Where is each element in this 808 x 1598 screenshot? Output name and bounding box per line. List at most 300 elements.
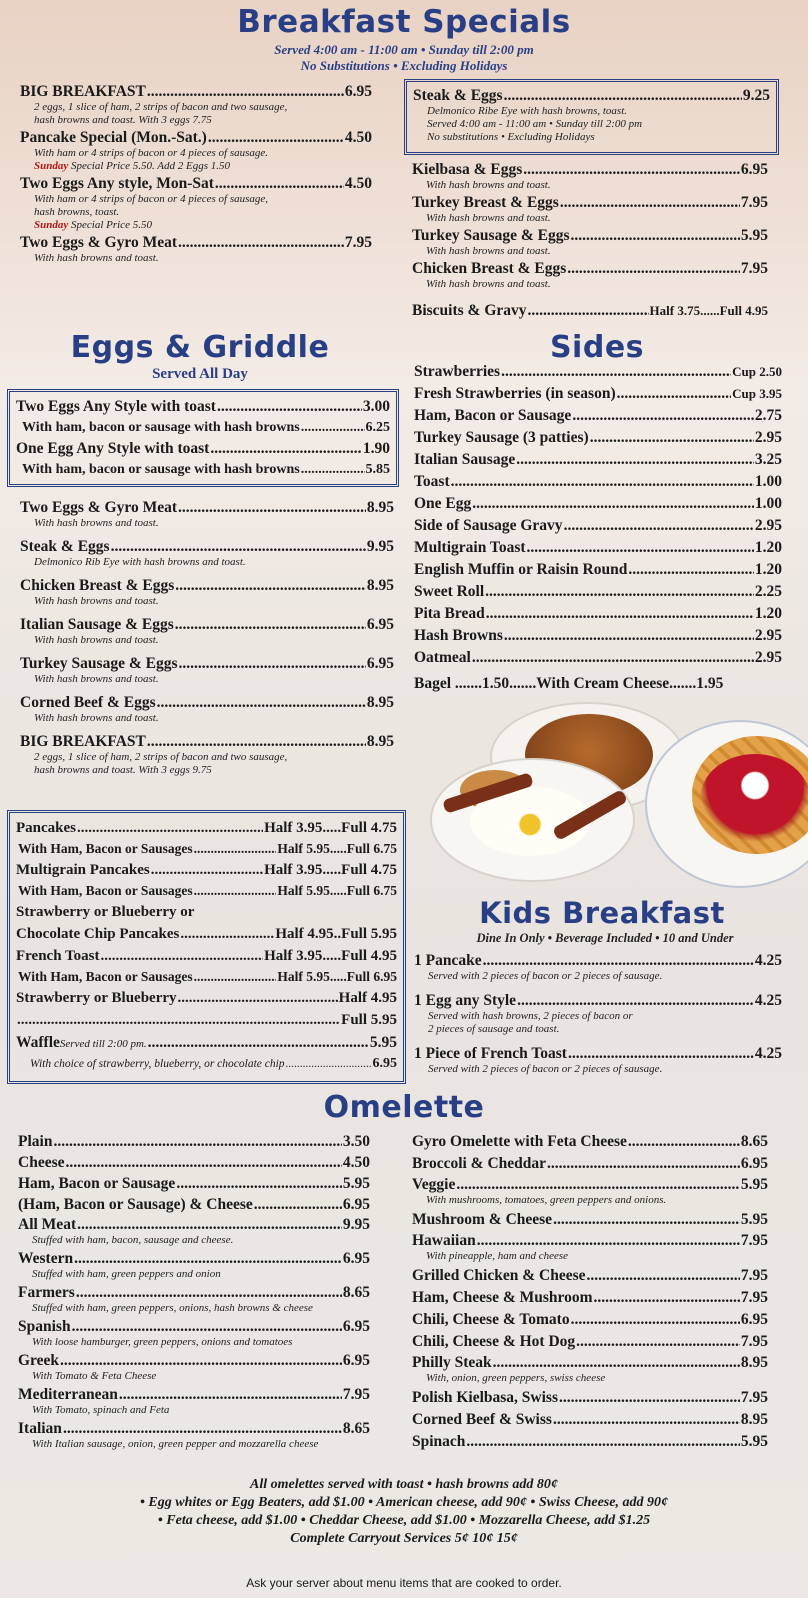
- item-row: [20, 498, 394, 517]
- omelette-right-column: [412, 1131, 768, 1453]
- item-row: [18, 1173, 370, 1194]
- menu-item: [16, 839, 397, 859]
- item-price: 1.00: [754, 473, 782, 490]
- item-description: With hash browns and toast.: [34, 517, 159, 529]
- leader-dots: [553, 1409, 740, 1431]
- item-row: [16, 417, 390, 438]
- steak-eggs-special-box: [404, 79, 779, 155]
- item-name: Polish Kielbasa, Swiss: [412, 1389, 558, 1406]
- item-name: Steak & Eggs: [20, 538, 110, 555]
- sunday-label: Sunday: [34, 219, 69, 231]
- menu-item: [20, 128, 372, 173]
- item-description: Served with 2 pieces of bacon or 2 pieces of sausage.: [428, 1063, 663, 1075]
- item-name: Waffle: [16, 1034, 60, 1051]
- item-name: Hash Browns: [414, 627, 503, 644]
- item-price: Full 5.95: [341, 1012, 397, 1028]
- item-row: [18, 1351, 370, 1370]
- menu-item: [16, 945, 397, 967]
- item-name: Toast: [414, 473, 450, 490]
- item-description: With, onion, green peppers, swiss cheese: [426, 1372, 606, 1384]
- breakfast-specials-title: Breakfast Specials: [237, 4, 571, 40]
- item-row: [414, 603, 782, 625]
- item-price: 1.00: [754, 495, 782, 512]
- item-row: [412, 1331, 768, 1353]
- item-price: 2.95: [754, 627, 782, 644]
- item-price: 7.95: [740, 260, 768, 277]
- eggs-griddle-title: Eggs & Griddle: [70, 330, 330, 365]
- item-row: [412, 1131, 768, 1153]
- sunday-text: Special Price 5.50. Add 2 Eggs 1.50: [68, 160, 230, 172]
- leader-dots: [194, 967, 277, 987]
- item-description: With Tomato, spinach and Feta: [32, 1404, 170, 1416]
- menu-item: [18, 1173, 370, 1194]
- leader-dots: [504, 625, 754, 647]
- item-price: 2.25: [754, 583, 782, 600]
- item-description: With hash browns and toast.: [34, 634, 159, 646]
- item-description: With Italian sausage, onion, green pepper and mozzarella cheese: [32, 1438, 319, 1450]
- leader-dots: [301, 417, 365, 438]
- item-name: Chili, Cheese & Hot Dog: [412, 1333, 576, 1350]
- omelette-footer-line: Complete Carryout Services 5¢ 10¢ 15¢: [290, 1531, 518, 1546]
- item-price: 7.95: [342, 1386, 370, 1403]
- menu-item: [412, 1309, 768, 1331]
- item-name: Steak & Eggs: [413, 87, 503, 104]
- leader-dots: [570, 226, 739, 245]
- item-price: Half 5.95.....Full 6.75: [277, 841, 397, 856]
- item-price: 6.95: [740, 1311, 768, 1328]
- item-price: 4.25: [754, 1045, 782, 1062]
- item-row: [412, 1265, 768, 1287]
- leader-dots: [217, 396, 362, 417]
- item-description: With hash browns and toast.: [34, 252, 159, 264]
- item-name: Corned Beef & Swiss: [412, 1411, 552, 1428]
- leader-dots: [527, 537, 754, 559]
- item-description: 2 eggs, 1 slice of ham, 2 strips of bacon and two sausage,: [34, 101, 288, 113]
- item-description: With hash browns and toast.: [426, 245, 551, 257]
- item-row: [20, 615, 394, 634]
- leader-dots: [576, 1331, 740, 1353]
- item-description: With Tomato & Feta Cheese: [32, 1370, 157, 1382]
- item-price: 3.25: [754, 451, 782, 468]
- item-name: With Ham, Bacon or Sausages: [18, 841, 193, 856]
- item-name: Multigrain Toast: [414, 539, 526, 556]
- item-row: [16, 967, 397, 987]
- menu-item: [414, 537, 782, 559]
- item-price: 6.95: [366, 655, 394, 672]
- sunday-label: Sunday: [34, 160, 69, 172]
- leader-dots: [215, 174, 344, 193]
- item-row: [16, 923, 397, 945]
- leader-dots: [60, 1351, 342, 1370]
- item-name: With ham, bacon or sausage with hash browns: [22, 462, 300, 477]
- leader-dots: [594, 1287, 740, 1309]
- item-name: Italian Sausage: [414, 451, 516, 468]
- menu-item: [414, 559, 782, 581]
- item-row: [16, 881, 397, 901]
- waffle-variant: [16, 1054, 397, 1074]
- sides-title: Sides: [549, 330, 645, 365]
- item-row: [414, 449, 782, 471]
- item-name: Philly Steak: [412, 1354, 492, 1371]
- item-price: 3.50: [342, 1133, 370, 1150]
- omelette-footer: [0, 1476, 808, 1548]
- leader-dots: [485, 581, 754, 603]
- item-row: [412, 193, 768, 212]
- menu-item: [18, 1351, 370, 1383]
- leader-dots: [486, 603, 754, 625]
- item-description: Served 4:00 am - 11:00 am • Sunday till 2:00 pm: [427, 118, 643, 130]
- item-price: Cup 3.95: [732, 386, 782, 401]
- item-row: [414, 951, 782, 970]
- item-name: French Toast: [16, 948, 100, 964]
- menu-item: [414, 1044, 782, 1076]
- item-price: 1.20: [754, 561, 782, 578]
- item-row: [20, 693, 394, 712]
- leader-dots: [194, 839, 277, 859]
- item-price: 6.25: [365, 420, 390, 435]
- item-row: [414, 537, 782, 559]
- item-row: [20, 233, 372, 252]
- item-row: [414, 1044, 782, 1063]
- item-name: Two Eggs Any style, Mon-Sat: [20, 175, 214, 192]
- item-price: 8.65: [342, 1420, 370, 1437]
- item-name: Spanish: [18, 1318, 71, 1335]
- item-price: 7.95: [740, 1232, 768, 1249]
- item-description: No substitutions • Excluding Holidays: [427, 131, 595, 143]
- leader-dots: [17, 1009, 340, 1031]
- item-price: 9.95: [342, 1216, 370, 1233]
- item-price: 5.95: [369, 1034, 397, 1051]
- item-price: 8.95: [366, 499, 394, 516]
- leader-dots: [472, 493, 754, 515]
- leader-dots: [210, 438, 362, 459]
- item-description: Delmonico Ribe Eye with hash browns, toast.: [427, 105, 628, 117]
- item-name: Chicken Breast & Eggs: [412, 260, 567, 277]
- leader-dots: [559, 1387, 740, 1409]
- menu-item: [414, 449, 782, 471]
- item-name: All Meat: [18, 1216, 77, 1233]
- item-name: Ham, Bacon or Sausage: [414, 407, 572, 424]
- item-name: English Muffin or Raisin Round: [414, 561, 628, 578]
- leader-dots: [147, 732, 366, 751]
- item-name: Chocolate Chip Pancakes: [16, 926, 180, 942]
- item-row: [16, 817, 397, 839]
- omelette-footer-line: • Egg whites or Egg Beaters, add $1.00 • American cheese, add 90¢ • Swiss Cheese, add 90¢: [140, 1495, 668, 1510]
- item-row: [414, 471, 782, 493]
- menu-item: [16, 817, 397, 839]
- menu-item: [16, 923, 397, 945]
- item-name: Multigrain Pancakes: [16, 862, 150, 878]
- menu-item: [414, 647, 782, 669]
- menu-item: [16, 987, 397, 1009]
- menu-item: [412, 1353, 768, 1385]
- menu-item: [412, 1431, 768, 1453]
- leader-dots: [501, 361, 731, 383]
- item-price: 1.20: [754, 605, 782, 622]
- eggs-griddle-items: [20, 498, 394, 784]
- leader-dots: [72, 1317, 342, 1336]
- item-name: With Ham, Bacon or Sausages: [18, 969, 193, 984]
- item-description: Stuffed with ham, green peppers, onions, hash browns & cheese: [32, 1302, 313, 1314]
- leader-dots: [560, 193, 740, 212]
- menu-item: [16, 967, 397, 987]
- leader-dots: [151, 859, 263, 881]
- item-name: Turkey Breast & Eggs: [412, 194, 559, 211]
- menu-item: [414, 603, 782, 625]
- item-name: 1 Piece of French Toast: [414, 1045, 567, 1062]
- leader-dots: [504, 86, 742, 105]
- item-row: [412, 1353, 768, 1372]
- item-price: 4.25: [754, 952, 782, 969]
- item-description: With mushrooms, tomatoes, green peppers and onions.: [426, 1194, 667, 1206]
- item-name: Chicken Breast & Eggs: [20, 577, 175, 594]
- item-row: [16, 859, 397, 881]
- item-row: [20, 82, 372, 101]
- item-name: Ham, Cheese & Mushroom: [412, 1289, 593, 1306]
- item-name: With Ham, Bacon or Sausages: [18, 883, 193, 898]
- item-name: Pancakes: [16, 820, 76, 836]
- menu-item: [16, 1009, 397, 1031]
- item-description: With hash browns and toast.: [426, 278, 551, 290]
- item-name: Chili, Cheese & Tomato: [412, 1311, 570, 1328]
- item-description: With hash browns and toast.: [34, 673, 159, 685]
- item-name: Turkey Sausage & Eggs: [20, 655, 178, 672]
- item-name: Two Eggs & Gyro Meat: [20, 234, 177, 251]
- menu-item: [18, 1283, 370, 1315]
- menu-item: [20, 576, 394, 608]
- leader-dots: [456, 1175, 740, 1194]
- item-price: 2.95: [754, 649, 782, 666]
- item-name: Greek: [18, 1352, 60, 1369]
- cooked-to-order-note: Ask your server about menu items that are cooked to order.: [246, 1576, 562, 1590]
- item-price: 6.95: [740, 1155, 768, 1172]
- leader-dots: [567, 259, 740, 278]
- item-description: With loose hamburger, green peppers, onions and tomatoes: [32, 1336, 293, 1348]
- item-desc: With choice of strawberry, blueberry, or chocolate chip: [30, 1058, 285, 1070]
- item-row: [412, 259, 768, 278]
- leader-dots: [528, 301, 649, 320]
- item-price: 8.95: [740, 1354, 768, 1371]
- item-row: [18, 1317, 370, 1336]
- menu-item: [18, 1317, 370, 1349]
- item-name: Plain: [18, 1133, 53, 1150]
- item-name: Gyro Omelette with Feta Cheese: [412, 1133, 627, 1150]
- menu-item: [20, 233, 372, 265]
- omelette-left-column: [18, 1131, 370, 1453]
- item-name: With ham, bacon or sausage with hash browns: [22, 420, 300, 435]
- item-name: Italian Sausage & Eggs: [20, 616, 174, 633]
- leader-dots: [180, 923, 274, 945]
- item-price: 6.95: [372, 1056, 397, 1071]
- item-name: Western: [18, 1250, 74, 1267]
- menu-item: [414, 991, 782, 1036]
- leader-dots: [590, 427, 754, 449]
- item-description: Stuffed with ham, bacon, sausage and cheese.: [32, 1234, 234, 1246]
- leader-dots: [178, 654, 365, 673]
- item-name: Ham, Bacon or Sausage: [18, 1175, 176, 1192]
- item-name: Italian: [18, 1420, 62, 1437]
- item-name: Kielbasa & Eggs: [412, 161, 523, 178]
- item-row: [412, 160, 768, 179]
- menu-item: [20, 174, 372, 232]
- item-row: [20, 128, 372, 147]
- griddle-box: [7, 810, 406, 1084]
- leader-dots: [208, 128, 344, 147]
- leader-dots: [66, 1152, 342, 1173]
- leader-dots: [617, 383, 732, 405]
- item-row: [412, 1409, 768, 1431]
- leader-dots: [178, 233, 344, 252]
- item-row: [412, 1287, 768, 1309]
- item-price: 5.85: [365, 462, 390, 477]
- item-row: [16, 459, 390, 480]
- leader-dots: [175, 576, 366, 595]
- leader-dots: [451, 471, 754, 493]
- leader-dots: [553, 1209, 740, 1231]
- item-row: [412, 226, 768, 245]
- menu-item: [414, 515, 782, 537]
- item-description: hash browns and toast. With 3 eggs 9.75: [34, 764, 212, 776]
- leader-dots: [628, 559, 754, 581]
- leader-dots: [301, 459, 365, 480]
- breakfast-specials-note: No Substitutions • Excluding Holidays: [300, 58, 508, 73]
- item-row: [412, 1153, 768, 1175]
- item-row: [18, 1385, 370, 1404]
- item-description: Served with hash browns, 2 pieces of bacon or: [428, 1010, 633, 1022]
- item-name: Cheese: [18, 1154, 65, 1171]
- item-name: Biscuits & Gravy: [412, 302, 527, 319]
- item-row: [16, 945, 397, 967]
- sunday-special: [20, 160, 372, 173]
- bagel-item: Bagel .......1.50.......With Cream Cheese.......1.95: [414, 675, 724, 692]
- leader-dots: [628, 1131, 740, 1153]
- item-row: [414, 625, 782, 647]
- menu-item: [414, 383, 782, 405]
- leader-dots: [147, 82, 344, 101]
- eggs-griddle-subtitle: Served All Day: [152, 366, 248, 382]
- leader-dots: [63, 1419, 342, 1438]
- menu-item: [18, 1131, 370, 1152]
- item-price: 7.95: [740, 1289, 768, 1306]
- leader-dots: [111, 537, 366, 556]
- item-description: Stuffed with ham, green peppers and onion: [32, 1268, 221, 1280]
- item-description: With ham or 4 strips of bacon or 4 pieces of sausage,: [34, 193, 269, 205]
- item-description: With pineapple, ham and cheese: [426, 1250, 569, 1262]
- menu-item: [16, 438, 390, 459]
- item-name: Farmers: [18, 1284, 75, 1301]
- item-price: Half 4.95..Full 5.95: [275, 926, 397, 942]
- item-description: hash browns, toast.: [34, 206, 120, 218]
- leader-dots: [571, 1309, 740, 1331]
- item-price: 5.95: [740, 227, 768, 244]
- menu-item: [412, 1209, 768, 1231]
- item-price: 5.95: [740, 1211, 768, 1228]
- item-price: 9.95: [366, 538, 394, 555]
- item-row: [20, 537, 394, 556]
- menu-item: [412, 1287, 768, 1309]
- item-price: 8.95: [366, 577, 394, 594]
- leader-dots: [572, 405, 754, 427]
- leader-dots: [194, 881, 277, 901]
- leader-dots: [587, 1265, 740, 1287]
- menu-item: [412, 1409, 768, 1431]
- item-price: 8.95: [366, 733, 394, 750]
- sides-list: [414, 361, 782, 669]
- item-row: [18, 1419, 370, 1438]
- item-name: Turkey Sausage & Eggs: [412, 227, 570, 244]
- item-row: [20, 654, 394, 673]
- item-price: 2.95: [754, 429, 782, 446]
- item-price: 4.50: [344, 129, 372, 146]
- item-row: [412, 1175, 768, 1194]
- item-description: hash browns and toast. With 3 eggs 7.75: [34, 114, 212, 126]
- item-row: [414, 559, 782, 581]
- item-price: 5.95: [342, 1175, 370, 1192]
- item-description: With hash browns and toast.: [34, 712, 159, 724]
- breakfast-specials-left-column: [20, 82, 372, 266]
- item-description: Served with 2 pieces of bacon or 2 pieces of sausage.: [428, 970, 663, 982]
- item-name: Turkey Sausage (3 patties): [414, 429, 589, 446]
- item-price: 7.95: [740, 1333, 768, 1350]
- menu-item: [18, 1152, 370, 1173]
- item-name: BIG BREAKFAST: [20, 83, 146, 100]
- leader-dots: [148, 1033, 369, 1052]
- menu-item: [18, 1249, 370, 1281]
- item-description: With hash browns and toast.: [426, 179, 551, 191]
- item-row: [20, 174, 372, 193]
- menu-item: [414, 405, 782, 427]
- item-price: 6.95: [342, 1196, 370, 1213]
- item-row: [16, 1009, 397, 1031]
- item-row: [414, 515, 782, 537]
- menu-item: [413, 86, 770, 144]
- item-row: [412, 1209, 768, 1231]
- item-price: Half 5.95.....Full 6.95: [277, 969, 397, 984]
- item-description: With hash browns and toast.: [34, 595, 159, 607]
- leader-dots: [472, 647, 754, 669]
- item-row: [20, 576, 394, 595]
- item-price: 6.95: [366, 616, 394, 633]
- waffle-note: Served till 2:00 pm.: [59, 1038, 147, 1050]
- item-price: 4.25: [754, 992, 782, 1009]
- menu-item: [16, 459, 390, 480]
- leader-dots: [493, 1353, 740, 1372]
- omelette-footer-line: • Feta cheese, add $1.00 • Cheddar Cheese, add $1.00 • Mozzarella Cheese, add $1.25: [157, 1513, 651, 1528]
- item-row: [16, 438, 390, 459]
- leader-dots: [76, 1283, 342, 1302]
- item-row: [412, 1387, 768, 1409]
- item-name: One Egg: [414, 495, 472, 512]
- menu-item: [20, 82, 372, 127]
- eggs-basic-box: [7, 389, 399, 487]
- item-price: Cup 2.50: [732, 364, 782, 379]
- item-row: [16, 839, 397, 859]
- menu-item: [412, 1331, 768, 1353]
- leader-dots: [175, 615, 366, 634]
- item-price: 2.95: [754, 517, 782, 534]
- leader-dots: [564, 515, 754, 537]
- item-name: Strawberries: [414, 363, 501, 380]
- item-price: Half 3.95.....Full 4.75: [264, 820, 397, 836]
- menu-item: [414, 427, 782, 449]
- item-price: Half 3.75......Full 4.95: [649, 303, 768, 318]
- item-price: 5.95: [740, 1176, 768, 1193]
- item-price: 8.95: [740, 1411, 768, 1428]
- item-price: 1.90: [362, 440, 390, 457]
- item-price: 4.50: [344, 175, 372, 192]
- item-row: [18, 1215, 370, 1234]
- menu-item: [20, 615, 394, 647]
